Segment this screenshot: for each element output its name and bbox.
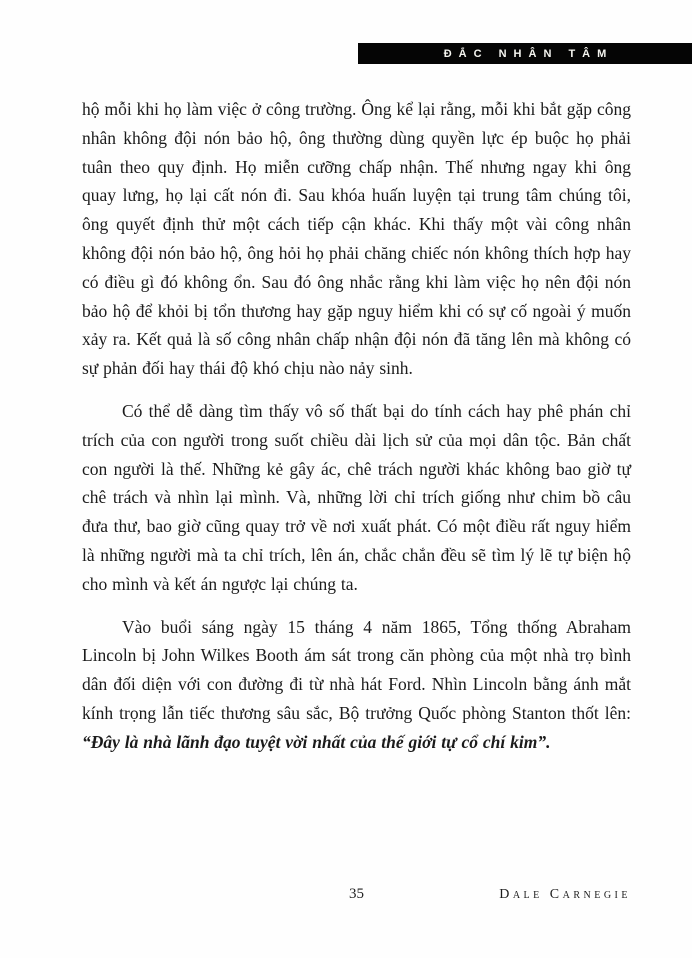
page-body <box>82 95 631 771</box>
page-number: 35 <box>349 886 364 902</box>
paragraph <box>82 613 631 757</box>
paragraph-text: Có thể dễ dàng tìm thấy vô số thất bại do tính cách hay phê phán chỉ trích của con người trong suốt chiều dài lịch sử của mọi dân tộc. Bản chất con người là thế. Những kẻ gây ác, chê trách người khác không bao giờ tự chê trách và nhìn lại mình. Và, những lời chỉ trích giống như chim bồ câu đưa thư, bao giờ cũng quay trở về nơi xuất phát. Có một điều rất nguy hiểm là những người mà ta chỉ trích, lên án, chắc chắn đều sẽ tìm lý lẽ tự biện hộ cho mình và kết án ngược lại chúng ta. <box>82 400 631 594</box>
paragraph-text: hộ mỗi khi họ làm việc ở công trường. Ông kể lại rằng, mỗi khi bắt gặp công nhân không đội nón bảo hộ, ông thường dùng quyền lực ép buộc họ phải tuân theo quy định. Họ miễn cưỡng chấp nhận. Thế nhưng ngay khi ông quay lưng, họ lại cất nón đi. Sau khóa huấn luyện tại trung tâm chúng tôi, ông quyết định thử một cách tiếp cận khác. Khi thấy một vài công nhân không đội nón bảo hộ, ông hỏi họ phải chăng chiếc nón không thích hợp hay có điều gì đó không ổn. Sau đó ông nhắc rằng khi làm việc họ nên đội nón bảo hộ để khỏi bị tổn thương hay gặp nguy hiểm khi có sự cố ngoài ý muốn xảy ra. Kết quả là số công nhân chấp nhận đội nón đã tăng lên mà không có sự phản đối hay thái độ khó chịu nào nảy sinh. <box>82 99 631 379</box>
paragraph <box>82 397 631 599</box>
paragraph-quote: “Đây là nhà lãnh đạo tuyệt vời nhất của thế giới tự cổ chí kim”. <box>82 731 551 752</box>
page-footer <box>82 886 631 908</box>
paragraph <box>82 95 631 383</box>
running-header-bar <box>358 43 692 64</box>
paragraph-text: Vào buổi sáng ngày 15 tháng 4 năm 1865, Tổng thống Abraham Lincoln bị John Wilkes Booth ám sát trong căn phòng của một nhà trọ bình dân đối diện với con đường đi từ nhà hát Ford. Nhìn Lincoln bằng ánh mắt kính trọng lẫn tiếc thương sâu sắc, Bộ trưởng Quốc phòng Stanton thốt lên: <box>82 616 631 723</box>
author-name: Dale Carnegie <box>499 887 631 902</box>
book-title: ĐẮC NHÂN TÂM <box>443 47 614 60</box>
